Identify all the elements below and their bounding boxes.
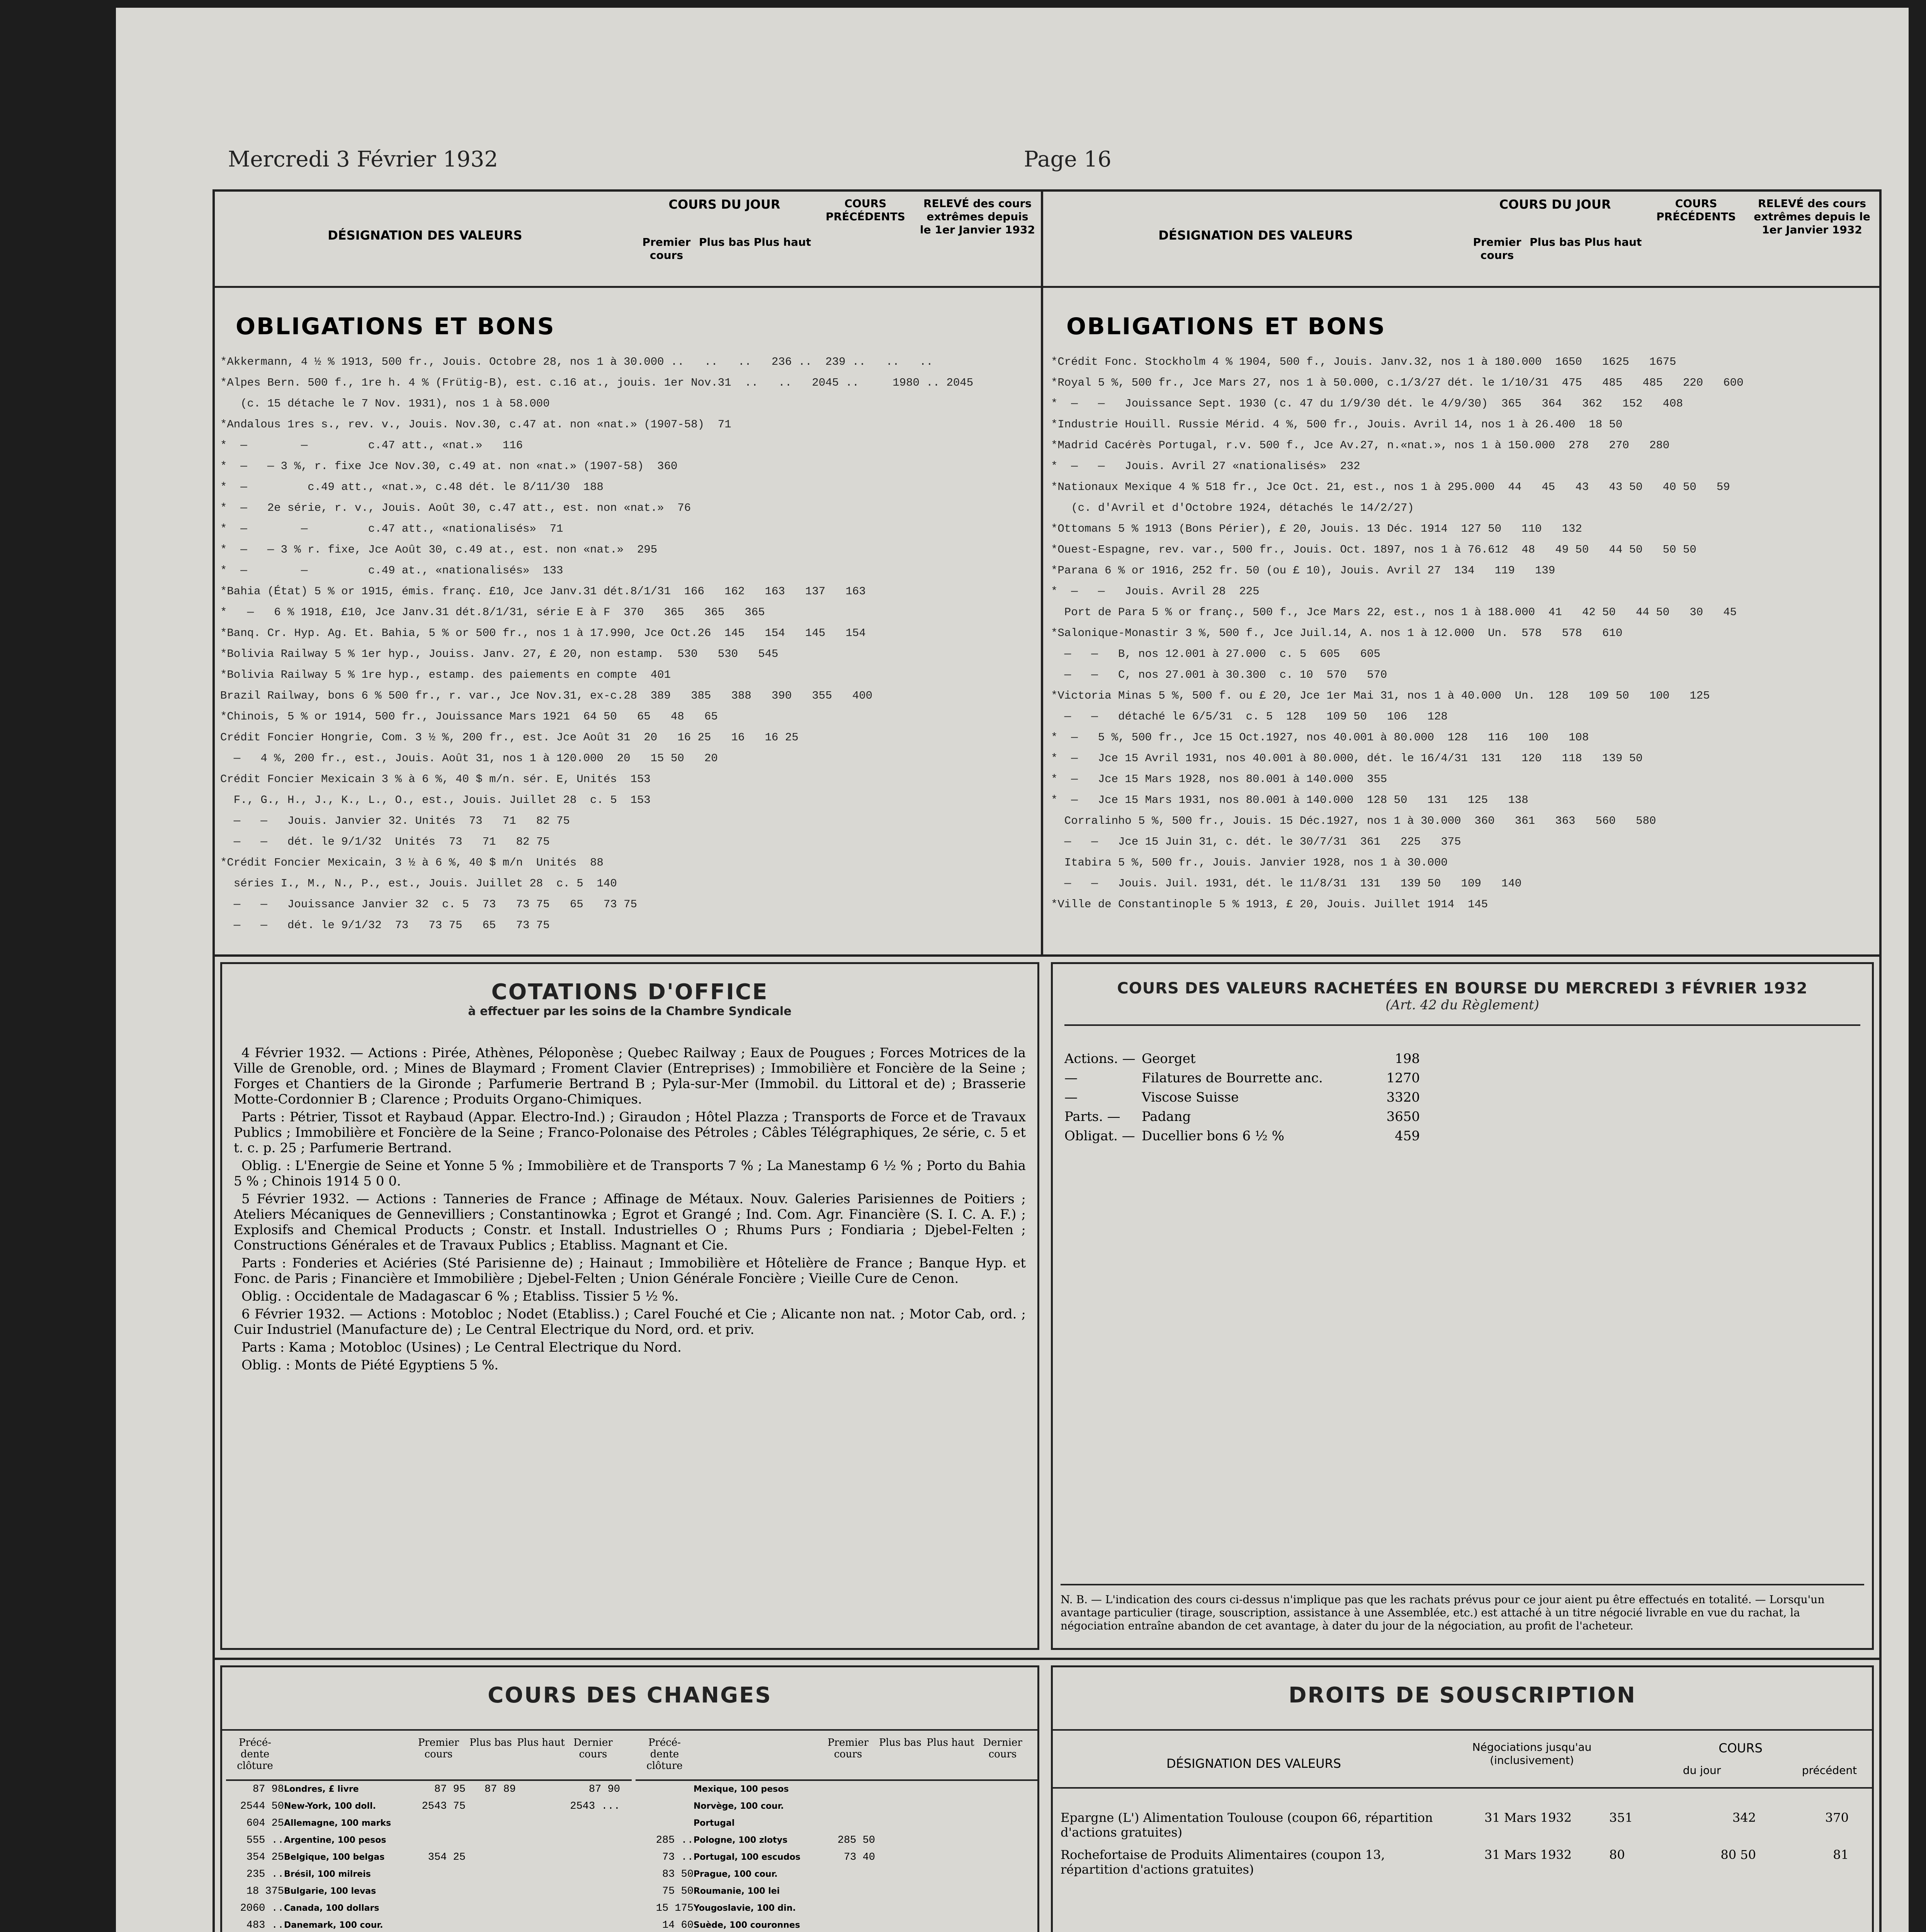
cotation-paragraph: 6 Février 1932. — Actions : Motobloc ; Nodet (Etabliss.) ; Carel Fouché et Cie ; Alicante non nat. ; Motor Cab, ord. ; Cuir Industriel (Manufacture de) ; Le Central Electrique du Nord, ord. et priv. — [234, 1306, 1026, 1337]
changes-cell: Argentine, 100 pesos — [284, 1835, 386, 1845]
changes-cell — [875, 1883, 925, 1900]
changes-header-row — [226, 1733, 632, 1781]
oblig-row: * — — Jouissance Sept. 1930 (c. 47 du 1/9/30 dét. le 4/9/30) 365 364 362 152 408 — [1051, 397, 1683, 410]
changes-cell — [466, 1832, 516, 1849]
oblig-row: Itabira 5 %, 500 fr., Jouis. Janvier 1928, nos 1 à 30.000 — [1051, 856, 1448, 869]
changes-header-cell — [284, 1733, 411, 1779]
oblig-right-title: OBLIGATIONS ET BONS — [1066, 313, 1386, 340]
souscription-header-rule — [1053, 1787, 1872, 1789]
changes-row — [226, 1815, 632, 1832]
oblig-row: * — c.49 att., «nat.», c.48 dét. le 8/11/30 188 — [220, 481, 603, 493]
oblig-left-rows — [220, 352, 1035, 936]
changes-row — [226, 1883, 632, 1900]
changes-cell: New-York, 100 doll. — [284, 1801, 376, 1811]
rachat-name: Filatures de Bourrette anc. — [1142, 1070, 1323, 1086]
oblig-row: *Chinois, 5 % or 1914, 500 fr., Jouissance Mars 1921 64 50 65 48 65 — [220, 710, 718, 723]
rachats-block — [1051, 962, 1874, 1650]
souscription-name: Rochefortaise de Produits Alimentaires (coupon 13, répartition d'actions gratuites) — [1061, 1847, 1385, 1877]
changes-cell — [925, 1866, 976, 1883]
changes-cell — [976, 1883, 1030, 1900]
oblig-left-header-rule — [212, 286, 1043, 288]
oblig-row: — — Jce 15 Juin 31, c. dét. le 30/7/31 361 225 375 — [1051, 835, 1461, 848]
changes-cell — [566, 1849, 620, 1866]
rachat-cat: Parts. — — [1064, 1109, 1120, 1124]
rachats-rows — [1064, 1049, 1860, 1146]
changes-cell: Londres, £ livre — [284, 1784, 359, 1794]
souscription-date: 31 Mars 1932 — [1484, 1847, 1572, 1862]
content-frame — [212, 189, 1882, 1932]
changes-cell — [516, 1917, 566, 1932]
changes-cell — [466, 1815, 516, 1832]
cotation-paragraph: Parts : Pétrier, Tissot et Raybaud (Appar. Electro-Ind.) ; Giraudon ; Hôtel Plazza ; Transports de Force et de Travaux Publics ; Immobilière et Foncière de la Seine ; Franco-Polonaise des Pétroles ; Câbles Télégraphiques, 2e série, c. 5 et t. c. p. 25 ; Parfumerie Bertrand. — [234, 1109, 1026, 1156]
oblig-row: *Victoria Minas 5 %, 500 f. ou £ 20, Jce 1er Mai 31, nos 1 à 40.000 Un. 128 109 50 100 125 — [1051, 689, 1710, 702]
changes-row — [226, 1866, 632, 1883]
rachat-row — [1064, 1107, 1860, 1126]
changes-right-table — [636, 1733, 1037, 1932]
rachat-val: 3320 — [1386, 1090, 1420, 1105]
changes-header-cell: Premier cours — [418, 1737, 459, 1760]
rachat-cat: Actions. — — [1064, 1051, 1136, 1066]
changes-cell — [411, 1832, 466, 1849]
oblig-right-releve: RELEVÉ des cours extrêmes depuis le 1er Janvier 1932 — [1754, 197, 1870, 236]
changes-cell — [821, 1815, 875, 1832]
changes-cell — [411, 1917, 466, 1932]
rachat-row — [1064, 1126, 1860, 1146]
changes-row — [636, 1883, 1037, 1900]
oblig-right-precedents: COURS PRÉCÉDENTS — [1656, 197, 1736, 223]
changes-cell: 483 .. — [246, 1920, 284, 1931]
changes-row — [226, 1900, 632, 1917]
cotation-paragraph: Oblig. : Occidentale de Madagascar 6 % ; Etabliss. Tissier 5 ½ %. — [241, 1289, 679, 1304]
changes-cell — [976, 1815, 1030, 1832]
changes-cell — [821, 1917, 875, 1932]
changes-cell — [566, 1815, 620, 1832]
changes-cell — [466, 1866, 516, 1883]
changes-cell: 2544 50 — [240, 1801, 284, 1812]
oblig-row: * — 6 % 1918, £10, Jce Janv.31 dét.8/1/31, série E à F 370 365 365 365 — [220, 606, 765, 619]
changes-cell — [466, 1798, 516, 1815]
oblig-left-plus-bas: Plus bas — [699, 236, 750, 248]
oblig-row: Crédit Foncier Hongrie, Com. 3 ½ %, 200 fr., est. Jce Août 31 20 16 25 16 16 25 — [220, 731, 799, 744]
oblig-row: *Industrie Houill. Russie Mérid. 4 %, 500 fr., Jouis. Avril 14, nos 1 à 26.400 18 50 — [1051, 418, 1623, 431]
changes-header-cell: Plus haut — [926, 1737, 974, 1748]
changes-cell: 2543 75 — [422, 1801, 466, 1812]
rachat-cat: — — [1064, 1070, 1078, 1086]
souscription-c: 81 — [1833, 1847, 1849, 1862]
oblig-left-desig-header: DÉSIGNATION DES VALEURS — [328, 228, 522, 243]
changes-cell — [411, 1815, 466, 1832]
changes-cell — [925, 1781, 976, 1798]
oblig-right-plus-haut: Plus haut — [1584, 236, 1642, 248]
changes-cell: 235 .. — [246, 1869, 284, 1880]
souscription-row — [1061, 1810, 1864, 1840]
oblig-row: *Salonique-Monastir 3 %, 500 f., Jce Juil.14, A. nos 1 à 12.000 Un. 578 578 610 — [1051, 627, 1623, 639]
oblig-row: * — — Jouis. Avril 28 225 — [1051, 585, 1260, 598]
oblig-row: * — — c.47 att., «nationalisés» 71 — [220, 522, 563, 535]
oblig-row: (c. 15 détache le 7 Nov. 1931), nos 1 à 58.000 — [220, 397, 550, 410]
oblig-row: — 4 %, 200 fr., est., Jouis. Août 31, nos 1 à 120.000 20 15 50 20 — [220, 752, 718, 765]
changes-cell: Norvège, 100 cour. — [694, 1801, 784, 1811]
changes-cell — [875, 1815, 925, 1832]
changes-cell — [976, 1781, 1030, 1798]
page-number: Page 16 — [1024, 147, 1112, 172]
oblig-row: * — — c.49 at., «nationalisés» 133 — [220, 564, 563, 577]
changes-left-table — [226, 1733, 632, 1932]
oblig-row: *Banq. Cr. Hyp. Ag. Et. Bahia, 5 % or 500 fr., nos 1 à 17.990, Jce Oct.26 145 154 145 154 — [220, 627, 866, 639]
oblig-row: — — Jouis. Juil. 1931, dét. le 11/8/31 131 139 50 109 140 — [1051, 877, 1522, 890]
changes-cell: Portugal — [694, 1818, 735, 1828]
changes-row — [226, 1917, 632, 1932]
souscription-c: 370 — [1825, 1810, 1849, 1825]
cotations-subtitle: à effectuer par les soins de la Chambre Syndicale — [468, 1005, 792, 1018]
cotation-paragraph: Oblig. : Monts de Piété Egyptiens 5 %. — [241, 1357, 499, 1373]
cotation-paragraph: Oblig. : L'Energie de Seine et Yonne 5 % ; Immobilière et de Transports 7 % ; La Manestamp 6 ½ % ; Porto du Bahia 5 % ; Chinois 1914 5 0 0. — [234, 1158, 1026, 1189]
souscription-row — [1061, 1847, 1864, 1877]
oblig-left-premier: Premier cours — [642, 236, 691, 262]
changes-cell: 83 50 — [662, 1869, 694, 1880]
changes-cell: 354 25 — [246, 1852, 284, 1863]
changes-row — [636, 1917, 1037, 1932]
souscription-jour-header: du jour — [1683, 1764, 1721, 1777]
oblig-row: *Parana 6 % or 1916, 252 fr. 50 (ou £ 10), Jouis. Avril 27 134 119 139 — [1051, 564, 1555, 577]
changes-cell: Suède, 100 couronnes — [694, 1920, 800, 1930]
oblig-right-plus-bas: Plus bas — [1529, 236, 1581, 248]
oblig-row: Port de Para 5 % or franç., 500 f., Jce Mars 22, est., nos 1 à 188.000 41 42 50 44 50 30 45 — [1051, 606, 1737, 619]
oblig-row: *Ottomans 5 % 1913 (Bons Périer), £ 20, Jouis. 13 Déc. 1914 127 50 110 132 — [1051, 522, 1582, 535]
changes-row — [636, 1900, 1037, 1917]
oblig-row: * — 2e série, r. v., Jouis. Août 30, c.47 att., est. non «nat.» 76 — [220, 502, 691, 514]
oblig-row: — — détaché le 6/5/31 c. 5 128 109 50 106 128 — [1051, 710, 1448, 723]
oblig-row: *Andalous 1res s., rev. v., Jouis. Nov.30, c.47 at. non «nat.» (1907-58) 71 — [220, 418, 731, 431]
changes-cell — [976, 1900, 1030, 1917]
oblig-left-releve: RELEVÉ des cours extrêmes depuis le 1er Janvier 1932 — [920, 197, 1035, 236]
oblig-row: (c. d'Avril et d'Octobre 1924, détachés le 14/2/27) — [1051, 502, 1414, 514]
oblig-row: F., G., H., J., K., L., O., est., Jouis. Juillet 28 c. 5 153 — [220, 794, 651, 806]
changes-cell — [411, 1900, 466, 1917]
changes-cell — [925, 1917, 976, 1932]
changes-cell — [516, 1883, 566, 1900]
changes-row — [226, 1849, 632, 1866]
souscription-rows — [1061, 1810, 1864, 1884]
oblig-row: — — B, nos 12.001 à 27.000 c. 5 605 605 — [1051, 648, 1380, 660]
changes-row — [226, 1832, 632, 1849]
changes-cell: 285 .. — [656, 1835, 694, 1846]
oblig-row: *Crédit Foncier Mexicain, 3 ½ à 6 %, 40 $ m/n Unités 88 — [220, 856, 603, 869]
changes-cell: 75 50 — [662, 1886, 694, 1897]
changes-cell — [925, 1815, 976, 1832]
oblig-row: * — 5 %, 500 fr., Jce 15 Oct.1927, nos 40.001 à 80.000 128 116 100 108 — [1051, 731, 1589, 744]
changes-cell: Mexique, 100 pesos — [694, 1784, 789, 1794]
oblig-row: séries I., M., N., P., est., Jouis. Juillet 28 c. 5 140 — [220, 877, 617, 890]
changes-cell: 15 175 — [656, 1903, 694, 1914]
changes-cell: 285 50 — [837, 1835, 875, 1846]
changes-cell — [466, 1900, 516, 1917]
changes-cell: 2543 ... — [570, 1801, 620, 1812]
rachat-name: Ducellier bons 6 ½ % — [1142, 1128, 1285, 1144]
oblig-row: *Bolivia Railway 5 % 1er hyp., Jouiss. Janv. 27, £ 20, non estamp. 530 530 545 — [220, 648, 779, 660]
changes-cell: 14 60 — [662, 1920, 694, 1931]
rule-after-cotations — [212, 1658, 1882, 1660]
oblig-row: *Royal 5 %, 500 fr., Jce Mars 27, nos 1 à 50.000, c.1/3/27 dét. le 1/10/31 475 485 485 220 600 — [1051, 376, 1744, 389]
oblig-left-title: OBLIGATIONS ET BONS — [236, 313, 555, 340]
changes-row — [226, 1781, 632, 1798]
changes-cell — [875, 1900, 925, 1917]
changes-header-cell: Plus haut — [517, 1737, 565, 1748]
changes-cell — [925, 1883, 976, 1900]
oblig-row: — — Jouis. Janvier 32. Unités 73 71 82 75 — [220, 815, 570, 827]
changes-row — [226, 1798, 632, 1815]
changes-cell — [466, 1849, 516, 1866]
changes-cell — [636, 1815, 694, 1832]
oblig-right-cours-jour-header: COURS DU JOUR — [1499, 197, 1611, 212]
cotations-block — [220, 962, 1039, 1650]
changes-cell — [466, 1917, 516, 1932]
changes-row — [636, 1866, 1037, 1883]
rachats-note: N. B. — L'indication des cours ci-dessus n'implique pas que les rachats prévus pour ce jour aient pu être effectués en totalité. — Lorsqu'un avantage particulier (tirage, souscription, assistance à une Assemblée, etc.) est attaché à un titre négocié livrable en vue du rachat, la négociation entraîne abandon de cet avantage, à dater du jour de la négociation, au profit de l'acheteur. — [1061, 1584, 1864, 1633]
oblig-right-block — [1043, 189, 1882, 954]
changes-cell: Bulgarie, 100 levas — [284, 1886, 376, 1896]
changes-cell: Danemark, 100 cour. — [284, 1920, 383, 1930]
changes-cell — [566, 1866, 620, 1883]
changes-cell: Canada, 100 dollars — [284, 1903, 379, 1913]
changes-cell — [821, 1866, 875, 1883]
changes-cell — [636, 1798, 694, 1815]
changes-cell: Pologne, 100 zlotys — [694, 1835, 788, 1845]
changes-cell — [976, 1849, 1030, 1866]
changes-header-cell: Précé-dente clôture — [646, 1737, 683, 1772]
oblig-row: *Ouest-Espagne, rev. var., 500 fr., Jouis. Oct. 1897, nos 1 à 76.612 48 49 50 44 50 50 50 — [1051, 543, 1697, 556]
oblig-row: *Madrid Cacérès Portugal, r.v. 500 f., Jce Av.27, n.«nat.», nos 1 à 150.000 278 270 280 — [1051, 439, 1670, 452]
oblig-row: — — dét. le 9/1/32 Unités 73 71 82 75 — [220, 835, 550, 848]
changes-cell: 87 98 — [252, 1784, 284, 1795]
changes-cell — [821, 1798, 875, 1815]
changes-cell — [821, 1883, 875, 1900]
changes-cell: Portugal, 100 escudos — [694, 1852, 801, 1862]
souscription-name: Epargne (L') Alimentation Toulouse (coupon 66, répartition d'actions gratuites) — [1061, 1810, 1433, 1840]
cotation-paragraph: Parts : Kama ; Motobloc (Usines) ; Le Central Electrique du Nord. — [241, 1340, 682, 1355]
cotations-title: COTATIONS D'OFFICE — [491, 980, 768, 1005]
changes-cell — [925, 1832, 976, 1849]
changes-cell — [516, 1798, 566, 1815]
oblig-row: * — Jce 15 Mars 1928, nos 80.001 à 140.000 355 — [1051, 773, 1387, 786]
changes-header-cell: Plus bas — [469, 1737, 512, 1748]
oblig-row: — — dét. le 9/1/32 73 73 75 65 73 75 — [220, 919, 550, 932]
rachat-name: Padang — [1142, 1109, 1191, 1124]
changes-cell — [821, 1781, 875, 1798]
changes-cell: Yougoslavie, 100 din. — [694, 1903, 796, 1913]
rachat-name: Viscose Suisse — [1142, 1090, 1239, 1105]
changes-cell: 73 .. — [662, 1852, 694, 1863]
oblig-row: *Alpes Bern. 500 f., 1re h. 4 % (Frütig-B), est. c.16 at., jouis. 1er Nov.31 .. .. 2045 .. 1980 .. 2045 — [220, 376, 974, 389]
changes-cell: 2060 .. — [240, 1903, 284, 1914]
rachat-val: 198 — [1395, 1051, 1420, 1066]
souscription-a: 80 — [1609, 1847, 1625, 1862]
cotation-paragraph: 5 Février 1932. — Actions : Tanneries de France ; Affinage de Métaux. Nouv. Galeries Parisiennes de Poitiers ; Ateliers Mécaniques de Gennevilliers ; Constantinowka ; Egrot et Grangé ; Ind. Com. Agr. Financière (S. I. C. A. F.) ; Explosifs and Chemical Products ; Constr. et Install. Industrielles O ; Rhums Purs ; Fondiaria ; Djebel-Felten ; Constructions Générales et de Travaux Publics ; Etabliss. Magnant et Cie. — [234, 1191, 1026, 1253]
changes-cell — [636, 1781, 694, 1798]
oblig-row: * — — 3 %, r. fixe Jce Nov.30, c.49 at. non «nat.» (1907-58) 360 — [220, 460, 678, 473]
changes-cell: 73 40 — [843, 1852, 875, 1863]
changes-row — [636, 1849, 1037, 1866]
changes-header-cell — [694, 1733, 821, 1779]
changes-cell — [925, 1849, 976, 1866]
changes-header-row — [636, 1733, 1037, 1781]
rachats-title: COURS DES VALEURS RACHETÉES EN BOURSE DU MERCREDI 3 FÉVRIER 1932 — [1117, 980, 1808, 997]
changes-cell — [976, 1798, 1030, 1815]
changes-header-cell: Premier cours — [827, 1737, 869, 1760]
oblig-right-header-rule — [1043, 286, 1882, 288]
rachat-val: 1270 — [1386, 1070, 1420, 1086]
page-date: Mercredi 3 Février 1932 — [228, 147, 498, 172]
changes-cell — [875, 1866, 925, 1883]
rachat-val: 459 — [1395, 1128, 1420, 1144]
changes-cell — [875, 1917, 925, 1932]
changes-block — [220, 1665, 1039, 1932]
changes-header-cell: Dernier cours — [573, 1737, 613, 1760]
souscription-block — [1051, 1665, 1874, 1932]
rule-after-oblig — [212, 954, 1882, 957]
changes-cell: 87 95 — [434, 1784, 466, 1795]
cotation-paragraph: Parts : Fonderies et Aciéries (Sté Parisienne de) ; Hainaut ; Immobilière et Hôtelière de France ; Banque Hyp. et Fonc. de Paris ; Financière et Immobilière ; Djebel-Felten ; Union Générale Foncière ; Vieille Cure de Cenon. — [234, 1255, 1026, 1286]
changes-cell — [566, 1917, 620, 1932]
oblig-row: Crédit Foncier Mexicain 3 % à 6 %, 40 $ m/n. sér. E, Unités 153 — [220, 773, 651, 786]
oblig-row: Brazil Railway, bons 6 % 500 fr., r. var., Jce Nov.31, ex-c.28 389 385 388 390 355 400 — [220, 689, 873, 702]
changes-cell: 604 25 — [246, 1818, 284, 1829]
changes-cell — [566, 1832, 620, 1849]
changes-cell — [976, 1917, 1030, 1932]
cotations-paragraphs — [234, 1045, 1026, 1373]
changes-cell — [875, 1832, 925, 1849]
oblig-row: *Bolivia Railway 5 % 1re hyp., estamp. des paiements en compte 401 — [220, 668, 671, 681]
rachat-row — [1064, 1068, 1860, 1088]
cotation-paragraph: 4 Février 1932. — Actions : Pirée, Athènes, Péloponèse ; Quebec Railway ; Eaux de Pougues ; Forces Motrices de la Ville de Grenoble, ord. ; Mines de Blaymard ; Froment Clavier (Entreprises) ; Immobilière et Foncière de la Seine ; Forges et Chantiers de la Gironde ; Parfumerie Bertrand B ; Pyla-sur-Mer (Immobil. du Littoral et de) ; Brasserie Motte-Cordonnier B ; Clarence ; Produits Organo-Chimiques. — [234, 1045, 1026, 1107]
oblig-row: — — C, nos 27.001 à 30.300 c. 10 570 570 — [1051, 668, 1387, 681]
souscription-nego-header: Négociations jusqu'au (inclusivement) — [1472, 1741, 1592, 1767]
changes-rule — [222, 1729, 1037, 1731]
oblig-right-premier: Premier cours — [1473, 236, 1521, 262]
oblig-row: *Crédit Fonc. Stockholm 4 % 1904, 500 f., Jouis. Janv.32, nos 1 à 180.000 1650 1625 1675 — [1051, 355, 1676, 368]
oblig-right-rows — [1051, 352, 1874, 915]
changes-header-cell: Plus bas — [879, 1737, 921, 1748]
rachat-name: Georget — [1142, 1051, 1196, 1066]
changes-cell — [466, 1883, 516, 1900]
changes-row — [636, 1815, 1037, 1832]
changes-cell: 87 89 — [484, 1784, 516, 1795]
souscription-title: DROITS DE SOUSCRIPTION — [1289, 1683, 1636, 1708]
rachat-cat: Obligat. — — [1064, 1128, 1135, 1144]
changes-cell — [875, 1798, 925, 1815]
changes-cell — [925, 1900, 976, 1917]
souscription-cours-header: COURS — [1719, 1741, 1763, 1755]
rachat-row — [1064, 1088, 1860, 1107]
changes-cell: 18 375 — [246, 1886, 284, 1897]
changes-cell — [411, 1866, 466, 1883]
changes-cell — [875, 1849, 925, 1866]
oblig-row: *Ville de Constantinople 5 % 1913, £ 20, Jouis. Juillet 1914 145 — [1051, 898, 1488, 911]
souscription-desig-header: DÉSIGNATION DES VALEURS — [1166, 1756, 1341, 1771]
souscription-b: 342 — [1732, 1810, 1756, 1825]
souscription-prec-header: précédent — [1802, 1764, 1857, 1777]
changes-cell — [411, 1883, 466, 1900]
changes-cell — [976, 1832, 1030, 1849]
changes-cell: 555 .. — [246, 1835, 284, 1846]
oblig-left-cours-jour-header: COURS DU JOUR — [668, 197, 780, 212]
oblig-left-plus-haut: Plus haut — [753, 236, 811, 248]
oblig-row: * — — c.47 att., «nat.» 116 — [220, 439, 523, 452]
changes-cell — [976, 1866, 1030, 1883]
changes-cell — [566, 1883, 620, 1900]
changes-header-cell: Dernier cours — [983, 1737, 1022, 1760]
changes-cell — [516, 1849, 566, 1866]
oblig-right-desig-header: DÉSIGNATION DES VALEURS — [1158, 228, 1353, 243]
changes-cell — [516, 1866, 566, 1883]
souscription-b: 80 50 — [1720, 1847, 1756, 1862]
changes-cell: Prague, 100 cour. — [694, 1869, 778, 1879]
rachats-rule — [1064, 1024, 1860, 1026]
changes-cell — [516, 1781, 566, 1798]
changes-row — [636, 1798, 1037, 1815]
oblig-row: *Nationaux Mexique 4 % 518 fr., Jce Oct. 21, est., nos 1 à 295.000 44 45 43 43 50 40 50 59 — [1051, 481, 1730, 493]
changes-cell — [516, 1832, 566, 1849]
changes-header-cell: Précé-dente clôture — [237, 1737, 273, 1772]
souscription-rule — [1053, 1729, 1872, 1731]
changes-row — [636, 1832, 1037, 1849]
rachat-row — [1064, 1049, 1860, 1068]
souscription-date: 31 Mars 1932 — [1484, 1810, 1572, 1825]
oblig-row: * — Jce 15 Mars 1931, nos 80.001 à 140.000 128 50 131 125 138 — [1051, 794, 1528, 806]
oblig-row: * — — Jouis. Avril 27 «nationalisés» 232 — [1051, 460, 1360, 473]
changes-cell: 354 25 — [428, 1852, 466, 1863]
changes-cell — [516, 1900, 566, 1917]
oblig-left-precedents: COURS PRÉCÉDENTS — [826, 197, 905, 223]
oblig-row: *Akkermann, 4 ½ % 1913, 500 fr., Jouis. Octobre 28, nos 1 à 30.000 .. .. .. 236 .. 239 .. .. .. — [220, 355, 933, 368]
rachat-cat: — — [1064, 1090, 1078, 1105]
oblig-row: * — Jce 15 Avril 1931, nos 40.001 à 80.000, dét. le 16/4/31 131 120 118 139 50 — [1051, 752, 1643, 765]
changes-title: COURS DES CHANGES — [488, 1683, 772, 1708]
changes-cell — [516, 1815, 566, 1832]
souscription-a: 351 — [1609, 1810, 1633, 1825]
changes-cell: Belgique, 100 belgas — [284, 1852, 385, 1862]
changes-cell — [821, 1900, 875, 1917]
oblig-row: Corralinho 5 %, 500 fr., Jouis. 15 Déc.1927, nos 1 à 30.000 360 361 363 560 580 — [1051, 815, 1656, 827]
oblig-row: * — — 3 % r. fixe, Jce Août 30, c.49 at., est. non «nat.» 295 — [220, 543, 658, 556]
rachats-subtitle: (Art. 42 du Règlement) — [1385, 997, 1539, 1013]
oblig-left-block — [212, 189, 1043, 954]
rachat-val: 3650 — [1386, 1109, 1420, 1124]
changes-cell — [566, 1900, 620, 1917]
changes-cell: Brésil, 100 milreis — [284, 1869, 371, 1879]
changes-cell: 87 90 — [588, 1784, 620, 1795]
oblig-row: — — Jouissance Janvier 32 c. 5 73 73 75 65 73 75 — [220, 898, 637, 911]
changes-cell: Roumanie, 100 lei — [694, 1886, 780, 1896]
changes-cell — [925, 1798, 976, 1815]
changes-row — [636, 1781, 1037, 1798]
changes-cell — [875, 1781, 925, 1798]
changes-cell: Allemagne, 100 marks — [284, 1818, 391, 1828]
oblig-row: *Bahia (État) 5 % or 1915, émis. franç. £10, Jce Janv.31 dét.8/1/31 166 162 163 137 163 — [220, 585, 866, 598]
